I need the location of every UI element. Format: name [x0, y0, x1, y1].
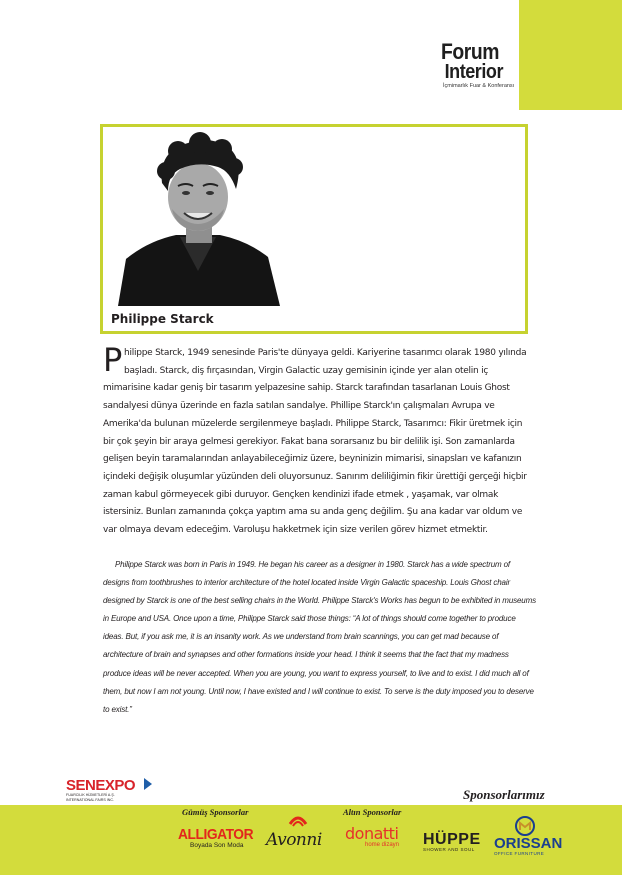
donatti-logo [345, 826, 399, 848]
drop-cap: P [103, 341, 123, 379]
orissan-logo [494, 815, 563, 856]
huppe-name: HÜPPE [423, 831, 481, 848]
alligator-logo [178, 826, 260, 849]
photo-frame-top [100, 124, 528, 127]
senexpo-logo [64, 773, 154, 803]
silver-sponsors-label: Gümüş Sponsorlar [182, 807, 249, 817]
orissan-emblem-icon [514, 815, 536, 837]
svg-text:FUARCILIK HİZMETLERİ A.Ş.: FUARCILIK HİZMETLERİ A.Ş. [66, 793, 115, 797]
gold-sponsors-label: Altın Sponsorlar [343, 807, 402, 817]
sponsors-title: Sponsorlarımız [463, 787, 545, 802]
alligator-tagline: Boyada Son Moda [190, 842, 244, 849]
photo-frame-bottom [100, 331, 528, 334]
header-green-block [519, 0, 622, 110]
avonni-logo [266, 812, 336, 862]
forum-interior-logo [441, 39, 519, 89]
logo-subtitle: İçmimarlık Fuar & Konferansı [443, 83, 515, 89]
alligator-name: ALLIGATOR [178, 826, 254, 843]
svg-text:INTERNATIONAL FAIRS INC.: INTERNATIONAL FAIRS INC. [66, 798, 114, 802]
donatti-tagline: home dizayn [365, 842, 400, 848]
orissan-name: ORISSAN [494, 835, 563, 852]
logo-line-forum: Forum [441, 39, 500, 64]
logo-line-interior: Interior [444, 61, 504, 83]
photo-frame-right [525, 124, 528, 334]
svg-text:SENEXPO: SENEXPO [66, 777, 136, 794]
donatti-name: donatti [345, 824, 399, 843]
orissan-tagline: OFFICE FURNITURE [494, 851, 545, 856]
avonni-mark-icon [288, 812, 308, 828]
huppe-logo [423, 832, 481, 852]
person-name: Philippe Starck [111, 312, 214, 326]
english-article-text: Philippe Starck was born in Paris in 1949. He began his career as a designer in 1980. Starck has a wide spectrum of designs from toothbrushes to interior architecture of the hotel located inside Virgin Galactic spaceship. Louis Ghost chair designed by Starck is one of the best selling chairs in the World. Philippe Starck's Works has begun to be exhibited in museums in Europe and USA. Once upon a time, Philippe Starck said those things: “A lot of things should come together to produce ideas. But, if you ask me, it is an insanity work. As we understand from brain scannings, you can get mad because of architecture of brain and synapses and other formations inside your head. I think it seems that the fact that my madness produce ideas will be never accepted. When you are young, you want to express yourself, to live and to exist. I did much all of them, but now I am not young. Until now, I have existed and I will continue to exist. To serve is the duty imposed you to deserve to exist.” [103, 560, 536, 714]
turkish-article-text [103, 341, 528, 540]
portrait-photo [108, 131, 288, 306]
huppe-tagline: SHOWER AND SOUL [423, 847, 475, 852]
avonni-name: Avonni [266, 830, 322, 850]
photo-frame-left [100, 124, 103, 331]
turkish-article-body: hilippe Starck, 1949 senesinde Paris'te dünyaya geldi. Kariyerine tasarımcı olarak 1980 yılında başladı. Starck, diş fırçasından, Virgin Galactic uzay gemisinin içinde yer alan otelin iç mimarisine kadar geniş bir tasarım yelpazesine sahip. Starck tarafından tasarlanan Louis Ghost sandalyesi dünya üzerinde en fazla satılan sandalye. Phillipe Starck'ın çalışmaları Avrupa ve Amerika'da bulunan müzelerde sergilenmeye başladı. Philippe Starck, Tasarımcı: Fikir üretmek için bir çok şeyin bir araya gelmesi gerekiyor. Fakat bana sorarsanız bu bir delilik işi. Son zamanlarda gelişen beyin taramalarından anlayabileceğimiz üzere, beyninizin mimarisi, sinapsları ve kafanızın içindeki değişik oluşumlar yüzünden deli oluyorsunuz. Sanırım deliliğimin fikir ürettiği gerçeği hiçbir zaman kabul görmeyecek gibi duruyor. Gençken kendinizi ifade etmek , yaşamak, var olmak istersiniz. Bunları zamanında çokça yaptım ama su anda genç değilim. Şu ana kadar var oldum ve var olmaya devam edeceğim. Varoluşu hakketmek için size verilen görev hizmet etmektir. [103, 348, 527, 536]
